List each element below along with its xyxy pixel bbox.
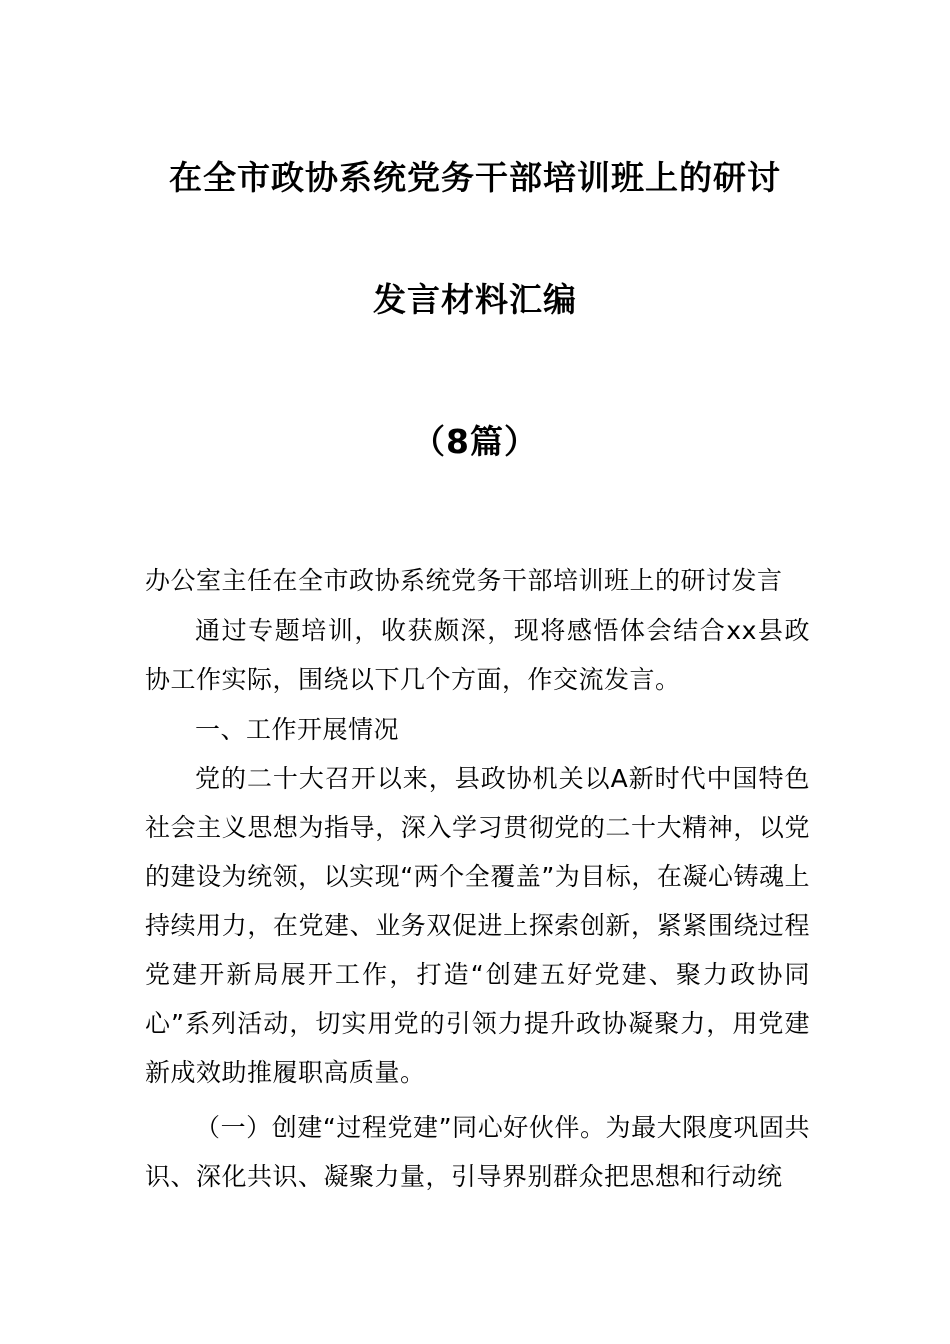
- paragraph-body: 党的二十大召开以来，县政协机关以A新时代中国特色社会主义思想为指导，深入学习贯彻党的二十大精神，以党的建设为统领，以实现“两个全覆盖”为目标，在凝心铸魂上持续用力，在党建、业务双促进上探索创新，紧紧围绕过程党建开新局展开工作，打造“创建五好党建、聚力政协同心”系列活动，切实用党的引领力提升政协凝聚力，用党建新成效助推履职高质量。: [145, 764, 810, 1087]
- document-title-line-2: 发言材料汇编: [373, 280, 577, 319]
- paragraph-subsection: （一）创建“过程党建”同心好伙伴。为最大限度巩固共识、深化共识、凝聚力量，引导界别群众把思想和行动统: [145, 1113, 810, 1191]
- section-subtitle: 办公室主任在全市政协系统党务干部培训班上的研讨发言: [145, 566, 783, 595]
- paragraph-intro: 通过专题培训，收获颇深，现将感悟体会结合xx县政协工作实际，围绕以下几个方面，作交流发言。: [145, 616, 810, 694]
- document-title-count: （8篇）: [412, 422, 538, 461]
- section-heading: 一、工作开展情况: [195, 715, 400, 744]
- document-title-line-1: 在全市政协系统党务干部培训班上的研讨: [169, 158, 781, 197]
